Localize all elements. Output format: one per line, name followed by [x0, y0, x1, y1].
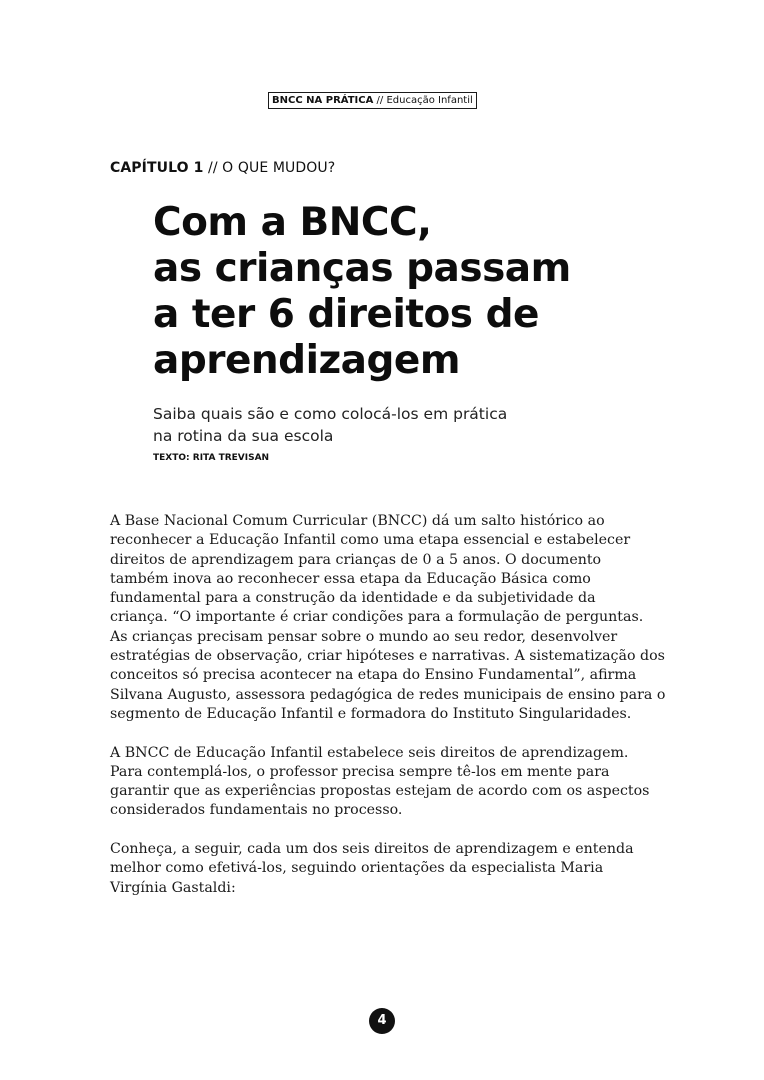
byline-author: RITA TREVISAN [192, 453, 270, 463]
article-headline [153, 200, 571, 384]
body-line: segmento de Educação Infantil e formadora do Instituto Singularidades. [110, 705, 632, 722]
body-paragraph [110, 512, 666, 724]
chapter-title: // O QUE MUDOU? [208, 160, 336, 176]
article-subtitle [153, 403, 507, 447]
article-body [110, 512, 666, 917]
header-section: // Educação Infantil [376, 95, 473, 106]
headline-line: aprendizagem [153, 338, 460, 383]
byline-label: TEXTO: [153, 453, 190, 463]
headline-line: as crianças passam [153, 246, 571, 291]
body-line: Para contemplá-los, o professor precisa sempre tê-los em mente para [110, 763, 610, 780]
subtitle-line: Saiba quais são e como colocá-los em prática [153, 405, 508, 423]
body-line: melhor como efetivá-los, seguindo orientações da especialista Maria [110, 860, 604, 877]
body-line: estratégias de observação, criar hipóteses e narrativas. A sistematização dos [110, 648, 665, 665]
subtitle-line: na rotina da sua escola [153, 427, 334, 445]
body-line: também inova ao reconhecer essa etapa da Educação Básica como [110, 570, 591, 587]
chapter-label: CAPÍTULO 1 [110, 160, 204, 176]
body-line: direitos de aprendizagem para crianças de 0 a 5 anos. O documento [110, 551, 602, 568]
body-line: garantir que as experiências propostas estejam de acordo com os aspectos [110, 783, 650, 800]
byline [153, 453, 269, 463]
body-line: Conheça, a seguir, cada um dos seis direitos de aprendizagem e entenda [110, 841, 634, 858]
header-series: BNCC NA PRÁTICA [272, 95, 374, 106]
running-header [268, 92, 477, 109]
body-line: considerados fundamentais no processo. [110, 802, 403, 819]
body-line: Virgínia Gastaldi: [110, 879, 236, 896]
body-line: As crianças precisam pensar sobre o mundo ao seu redor, desenvolver [110, 628, 618, 645]
body-line: reconhecer a Educação Infantil como uma etapa essencial e estabelecer [110, 532, 631, 549]
body-line: A BNCC de Educação Infantil estabelece seis direitos de aprendizagem. [110, 744, 629, 761]
body-paragraph [110, 744, 658, 821]
headline-line: a ter 6 direitos de [153, 292, 539, 337]
body-line: fundamental para a construção da identidade e da subjetividade da [110, 590, 596, 607]
page-number-badge: 4 [369, 1008, 395, 1034]
body-paragraph [110, 840, 658, 898]
body-line: criança. “O importante é criar condições para a formulação de perguntas. [110, 609, 644, 626]
body-line: conceitos só precisa acontecer na etapa do Ensino Fundamental”, afirma [110, 667, 637, 684]
body-line: Silvana Augusto, assessora pedagógica de redes municipais de ensino para o [110, 686, 666, 703]
headline-line: Com a BNCC, [153, 200, 432, 245]
chapter-heading [110, 160, 335, 176]
body-line: A Base Nacional Comum Curricular (BNCC) dá um salto histórico ao [110, 513, 605, 529]
